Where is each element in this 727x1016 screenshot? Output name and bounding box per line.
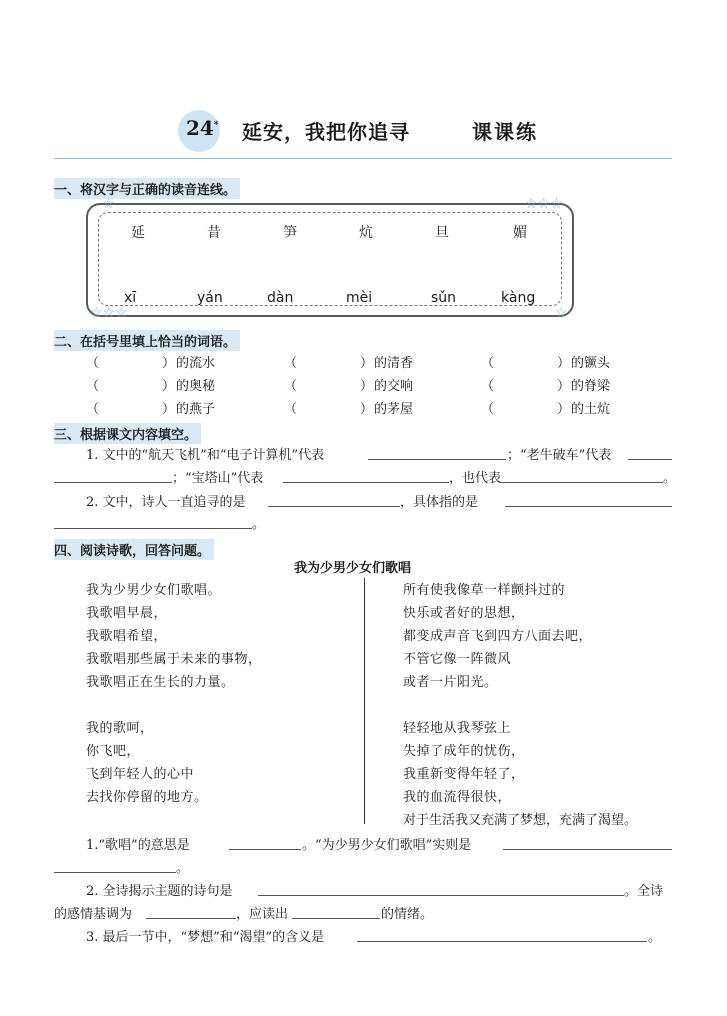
- phrase-item: 的脊梁: [571, 379, 611, 394]
- poem-line: 我的歌呵，: [86, 721, 154, 736]
- paren-close: ）: [557, 402, 571, 417]
- poem-line: 或者一片阳光。: [403, 675, 498, 690]
- poem-line: 你飞吧，: [86, 744, 141, 759]
- phrase-item: 的土炕: [571, 402, 611, 417]
- paren-open: （: [481, 356, 495, 371]
- answer-blank[interactable]: [357, 941, 647, 942]
- s4-q1-end: 。: [176, 861, 190, 876]
- paren-close: ）: [162, 379, 176, 394]
- poem-line: 所有使我像草一样颤抖过的: [403, 583, 566, 598]
- answer-blank[interactable]: [146, 918, 236, 919]
- s4-q2-text-e: 的情绪。: [381, 907, 434, 922]
- s3-q1-text-d: ，也代表: [449, 471, 502, 486]
- phrase-item: 的奥秘: [176, 379, 216, 394]
- s3-q2-text-b: ，具体指的是: [400, 495, 479, 510]
- poem-line: 都变成声音飞到四方八面去吧，: [403, 629, 593, 644]
- s3-q1-text-b: ；“老牛破车”代表: [507, 448, 612, 463]
- answer-blank[interactable]: [499, 482, 663, 483]
- s4-q3-end: 。: [648, 930, 662, 945]
- paren-close: ）: [162, 356, 176, 371]
- answer-blank[interactable]: [505, 506, 672, 507]
- section1-heading: 一、将汉字与正确的读音连线。: [54, 178, 240, 199]
- section3-heading: 三、根据课文内容填空。: [54, 423, 201, 444]
- paren-close: ）: [162, 402, 176, 417]
- paren-close: ）: [360, 379, 374, 394]
- s4-q3-text-a: 3. 最后一节中，“梦想”和“渴望”的含义是: [86, 930, 325, 945]
- phrase-item: 的交响: [374, 379, 414, 394]
- s3-q2-text-a: 2. 文中，诗人一直追寻的是: [86, 495, 246, 510]
- phrase-item: 的镢头: [571, 356, 611, 371]
- practice-label: 课课练: [472, 120, 538, 144]
- poem-line: 快乐或者好的思想，: [403, 606, 525, 621]
- star-icon: ☆: [102, 196, 115, 212]
- char-item[interactable]: 延: [131, 225, 145, 241]
- paren-open: （: [481, 379, 495, 394]
- pinyin-item[interactable]: yán: [197, 290, 223, 306]
- pinyin-item[interactable]: xī: [124, 290, 137, 306]
- pinyin-item[interactable]: mèi: [346, 290, 373, 306]
- poem-line: 我重新变得年轻了，: [403, 767, 525, 782]
- poem-line: 我歌唱希望，: [86, 629, 168, 644]
- answer-blank[interactable]: [283, 482, 449, 483]
- page-title: 延安，我把你追寻: [242, 120, 410, 144]
- paren-open: （: [86, 402, 100, 417]
- paren-open: （: [284, 402, 298, 417]
- lesson-mark: *: [213, 120, 219, 131]
- section4-heading: 四、阅读诗歌，回答问题。: [54, 539, 214, 560]
- header-divider: [54, 158, 672, 159]
- answer-blank[interactable]: [628, 459, 672, 460]
- pinyin-item[interactable]: dàn: [267, 290, 294, 306]
- star-icon: ☆☆☆: [525, 196, 563, 212]
- poem-line: 去找你停留的地方。: [86, 790, 208, 805]
- poem-line: 飞到年轻人的心中: [86, 767, 195, 782]
- s3-q1-text-c: ；“宝塔山”代表: [172, 471, 264, 486]
- char-item[interactable]: 昔: [207, 225, 221, 241]
- paren-open: （: [481, 402, 495, 417]
- paren-close: ）: [557, 379, 571, 394]
- pinyin-item[interactable]: sǔn: [431, 290, 457, 306]
- section2-heading: 二、在括号里填上恰当的词语。: [54, 330, 240, 351]
- poem-divider: [364, 578, 365, 824]
- answer-blank[interactable]: [54, 872, 176, 873]
- paren-close: ）: [360, 402, 374, 417]
- s3-q1-end: 。: [663, 471, 677, 486]
- char-item[interactable]: 媚: [513, 225, 527, 241]
- s4-q2-text-d: ，应读出: [236, 907, 289, 922]
- pinyin-box-inner: [98, 212, 562, 306]
- answer-blank[interactable]: [258, 895, 624, 896]
- answer-blank[interactable]: [54, 528, 252, 529]
- s4-q2-text-a: 2. 全诗揭示主题的诗句是: [86, 884, 233, 899]
- paren-close: ）: [360, 356, 374, 371]
- pinyin-item[interactable]: kàng: [501, 290, 536, 306]
- phrase-item: 的清香: [374, 356, 414, 371]
- answer-blank[interactable]: [292, 918, 380, 919]
- paren-open: （: [284, 356, 298, 371]
- char-item[interactable]: 旦: [435, 225, 449, 241]
- paren-open: （: [284, 379, 298, 394]
- s4-q1-text-b: 。“为少男少女们歌唱”实则是: [302, 838, 472, 853]
- answer-blank[interactable]: [229, 849, 301, 850]
- s4-q2-text-b: 。全诗: [624, 884, 664, 899]
- lesson-number-text: 24: [186, 116, 214, 140]
- poem-line: 我的血流得很快，: [403, 790, 512, 805]
- phrase-item: 的流水: [176, 356, 216, 371]
- poem-line: 不管它像一阵微风: [403, 652, 512, 667]
- poem-line: 轻轻地从我琴弦上: [403, 721, 512, 736]
- paren-open: （: [86, 379, 100, 394]
- poem-line: 失掉了成年的忧伤，: [403, 744, 525, 759]
- paren-open: （: [86, 356, 100, 371]
- s3-q2-end: 。: [252, 517, 266, 532]
- phrase-item: 的燕子: [176, 402, 216, 417]
- answer-blank[interactable]: [503, 849, 672, 850]
- paren-close: ）: [557, 356, 571, 371]
- poem-line: 对于生活我又充满了梦想，充满了渴望。: [403, 813, 638, 828]
- char-item[interactable]: 笋: [283, 225, 297, 241]
- answer-blank[interactable]: [268, 506, 400, 507]
- s4-q2-text-c: 的感情基调为: [54, 907, 133, 922]
- char-item[interactable]: 炕: [359, 225, 373, 241]
- answer-blank[interactable]: [368, 459, 506, 460]
- phrase-item: 的茅屋: [374, 402, 414, 417]
- poem-line: 我歌唱早晨，: [86, 606, 168, 621]
- poem-line: 我歌唱正在生长的力量。: [86, 675, 235, 690]
- poem-title: 我为少男少女们歌唱: [294, 561, 412, 576]
- poem-line: 我为少男少女们歌唱。: [86, 583, 222, 598]
- lesson-number: [186, 116, 219, 140]
- answer-blank[interactable]: [54, 482, 172, 483]
- poem-line: 我歌唱那些属于未来的事物，: [86, 652, 262, 667]
- s4-q1-text-a: 1.“歌唱”的意思是: [86, 838, 190, 853]
- star-icon: ☆☆☆: [90, 305, 128, 321]
- star-icon: ☆: [555, 305, 568, 321]
- s3-q1-text-a: 1. 文中的“航天飞机”和“电子计算机”代表: [86, 448, 325, 463]
